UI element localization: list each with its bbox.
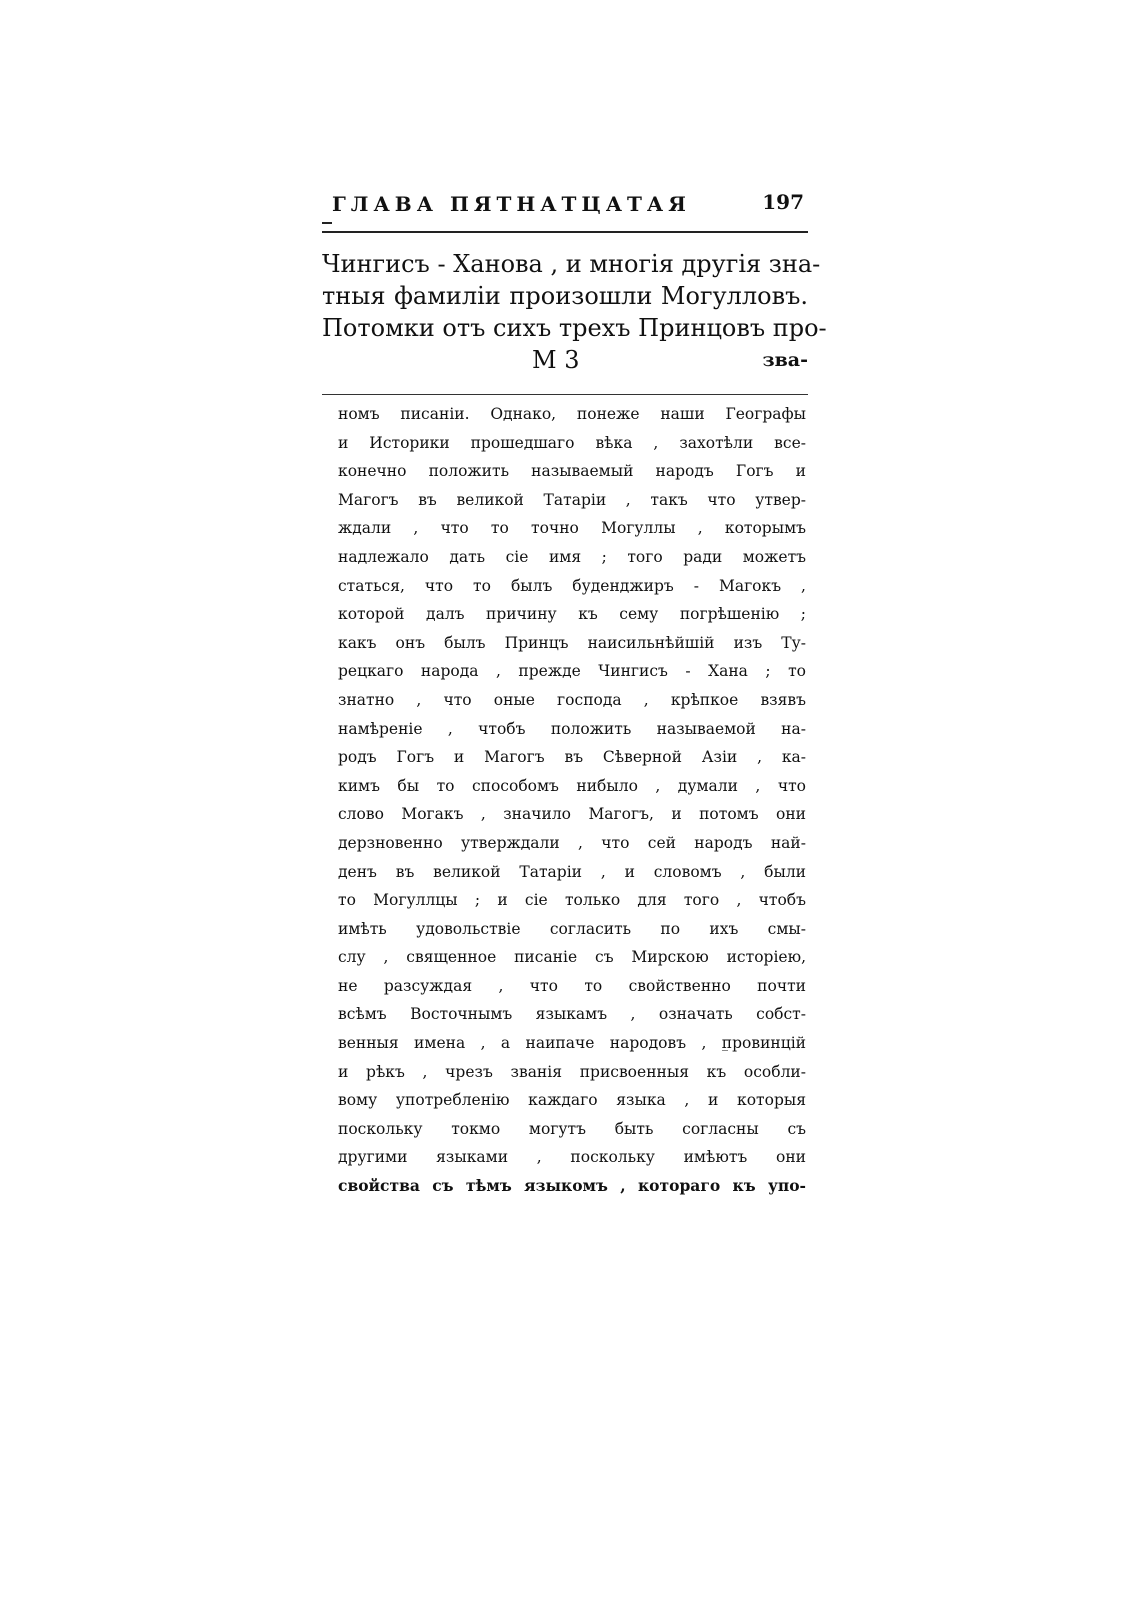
catchword: зва- — [762, 349, 808, 371]
separator-rule — [322, 394, 808, 395]
lower-text-line: намѣреніе , чтобъ положить называемой на- — [338, 719, 806, 738]
lower-text-line: имѣть удовольствіе согласить по ихъ смы- — [338, 919, 806, 938]
print-speck — [722, 1050, 728, 1051]
upper-text-line: Чингисъ - Ханова , и многія другія зна- — [322, 250, 821, 278]
lower-text-line: конечно положить называемый народъ Гогъ и — [338, 462, 806, 481]
lower-text-line: и рѣкъ , чрезъ званія присвоенныя къ особли- — [338, 1062, 806, 1081]
lower-text-line: денъ въ великой Татаріи , и словомъ , были — [338, 862, 806, 881]
lower-text-line: всѣмъ Восточнымъ языкамъ , означать собст- — [338, 1005, 806, 1024]
upper-text-line: тныя фамиліи произошли Могулловъ. — [322, 282, 808, 310]
lower-text-line: рецкаго народа , прежде Чингисъ - Хана ; то — [338, 662, 806, 681]
lower-text-line: дерзновенно утверждали , что сей народъ най- — [338, 833, 806, 852]
lower-text-line: то Могуллцы ; и сіе только для того , чтобъ — [338, 891, 806, 910]
lower-text-line: которой далъ причину къ сему погрѣшенію ; — [338, 605, 806, 624]
lower-text-line: и Историки прошедшаго вѣка , захотѣли все- — [338, 433, 806, 452]
lower-text-line: Магогъ въ великой Татаріи , такъ что утвер- — [338, 490, 806, 509]
signature-mark: М 3 — [532, 346, 580, 374]
lower-text-line: родъ Гогъ и Магогъ въ Сѣверной Азіи , ка- — [338, 748, 806, 767]
lower-text-line: ждали , что то точно Могуллы , которымъ — [338, 519, 806, 538]
page-number: 197 — [762, 190, 804, 214]
lower-text-line: статься, что то былъ буденджиръ - Магокъ , — [338, 576, 806, 595]
upper-text-block — [322, 248, 827, 376]
lower-text-line: вому употребленію каждаго языка , и которыя — [338, 1091, 806, 1110]
lower-text-line: слу , священное писаніе съ Мирскою исторіею, — [338, 948, 806, 967]
lower-text-line: номъ писаніи. Однако, понеже наши Географы — [338, 405, 806, 423]
lower-text-line: какъ онъ былъ Принцъ наисильнѣйшій изъ Ту- — [338, 633, 806, 652]
lower-text-line: кимъ бы то способомъ нибыло , думали , что — [338, 776, 806, 795]
running-title: ГЛАВА ПЯТНАТЦАТАЯ — [332, 192, 691, 216]
lower-text-line: надлежало дать сіе имя ; того ради можетъ — [338, 547, 806, 566]
lower-text-line: свойства съ тѣмъ языкомъ , котораго къ упо- — [338, 1176, 806, 1196]
lower-text-block — [338, 400, 806, 1201]
signature-line — [322, 344, 808, 376]
lower-text-line: поскольку токмо могутъ быть согласны съ — [338, 1119, 806, 1138]
running-head — [322, 188, 808, 222]
header-rule — [322, 231, 808, 233]
lower-text-line: венныя имена , а наипаче народовъ , провинцій — [338, 1034, 806, 1053]
lower-text-line: слово Могакъ , значило Магогъ, и потомъ они — [338, 805, 806, 824]
lower-text-line: знатно , что оные господа , крѣпкое взявъ — [338, 690, 806, 709]
lower-text-line: другими языками , поскольку имѣютъ они — [338, 1148, 806, 1167]
upper-text-line: Потомки отъ сихъ трехъ Принцовъ про- — [322, 314, 827, 342]
lower-text-line: не разсуждая , что то свойственно почти — [338, 976, 806, 995]
